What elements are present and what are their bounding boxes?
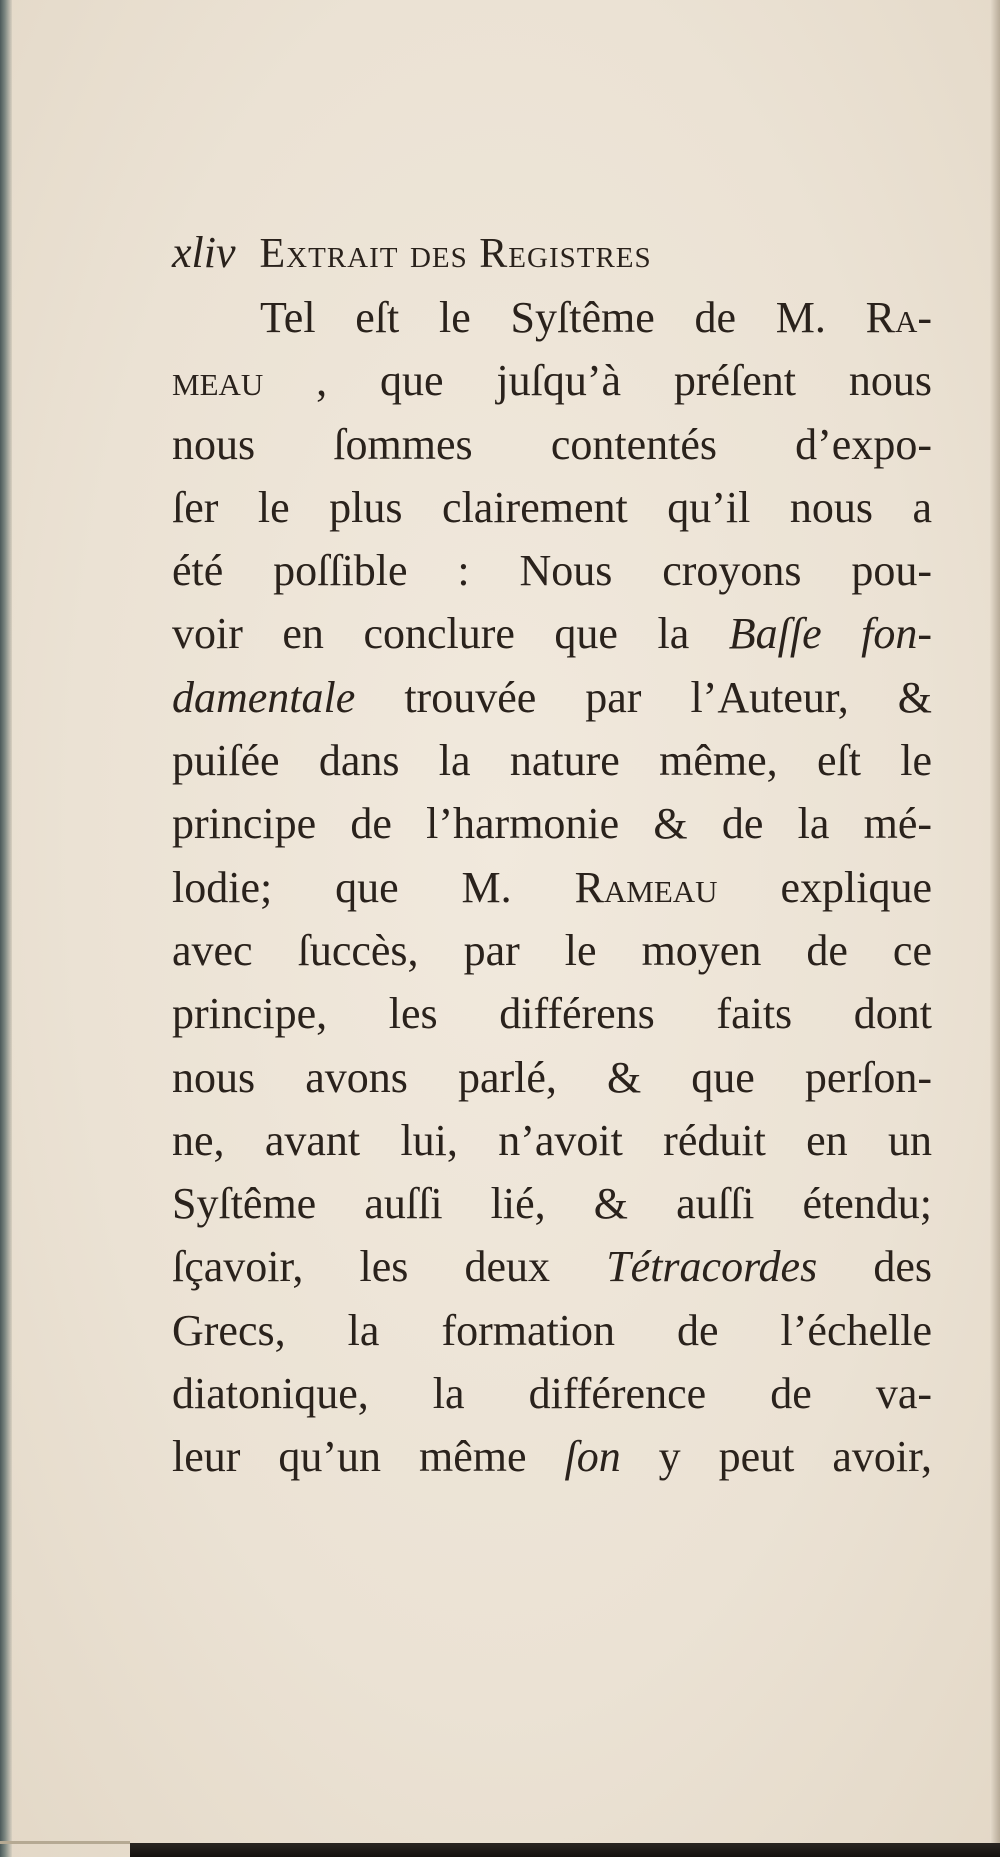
text-line [172, 792, 932, 855]
text-line [172, 856, 932, 919]
text-line [172, 729, 932, 792]
running-head [172, 228, 872, 278]
small-caps-name: Rameau [574, 862, 718, 912]
text-run: trouvée par l’Auteur, & [355, 672, 932, 722]
text-run: principe de l’harmonie & de la mé- [172, 799, 932, 849]
italic-term: damentale [172, 672, 356, 722]
text-run: puiſée dans la nature même, eſt le [172, 736, 932, 786]
text-run: y peut avoir, [620, 1432, 932, 1482]
text-line [172, 919, 932, 982]
text-line [172, 602, 932, 665]
body-text [172, 286, 932, 1489]
text-line [172, 349, 932, 412]
text-line [172, 413, 932, 476]
binding-edge [0, 0, 12, 1857]
text-run: diatonique, la différence de va- [172, 1369, 932, 1419]
text-line [172, 1299, 932, 1362]
text-run: avec ſuccès, par le moyen de ce [172, 925, 932, 975]
text-line [172, 1362, 932, 1425]
text-run: Syſtême auſſi lié, & auſſi étendu; [172, 1179, 932, 1229]
text-line [172, 666, 932, 729]
text-run: explique [717, 862, 932, 912]
text-line [172, 286, 932, 349]
text-run: ne, avant lui, n’avoit réduit en un [172, 1115, 932, 1165]
text-run: principe, les différens faits dont [172, 989, 932, 1039]
text-run: des [817, 1242, 932, 1292]
italic-term: Tétracordes [606, 1242, 818, 1292]
italic-term: Baſſe fon- [728, 609, 933, 659]
bottom-edge-shadow [130, 1843, 1000, 1857]
text-run: Grecs, la formation de l’échelle [172, 1305, 932, 1355]
italic-term: ſon [564, 1432, 621, 1482]
text-run: leur qu’un même [172, 1432, 565, 1482]
text-line [172, 982, 932, 1045]
running-title: Extrait des Registres [259, 231, 652, 277]
text-run: voir en conclure que la [172, 609, 729, 659]
text-run: , que juſqu’à préſent nous [263, 356, 932, 406]
bottom-rule [0, 1841, 130, 1844]
small-caps-name: Ra- [865, 293, 932, 342]
text-run: ſer le plus clairement qu’il nous a [172, 482, 932, 532]
page-fore-edge [990, 0, 1000, 1857]
text-line [172, 1425, 932, 1488]
text-line [172, 476, 932, 539]
text-line [172, 1172, 932, 1235]
text-line [172, 1046, 932, 1109]
small-caps-name: meau [172, 356, 264, 406]
text-run: été poſſible : Nous croyons pou- [172, 546, 932, 596]
page-number: xliv [172, 228, 236, 277]
text-run: Tel eſt le Syſtême de M. [260, 293, 866, 342]
text-line [172, 1235, 932, 1298]
text-run: ſçavoir, les deux [172, 1242, 607, 1292]
text-run: nous ſommes contentés d’expo- [172, 419, 932, 469]
text-run: nous avons parlé, & que perſon- [172, 1052, 932, 1102]
text-line [172, 1109, 932, 1172]
text-line [172, 539, 932, 602]
text-run: lodie; que M. [172, 862, 575, 912]
